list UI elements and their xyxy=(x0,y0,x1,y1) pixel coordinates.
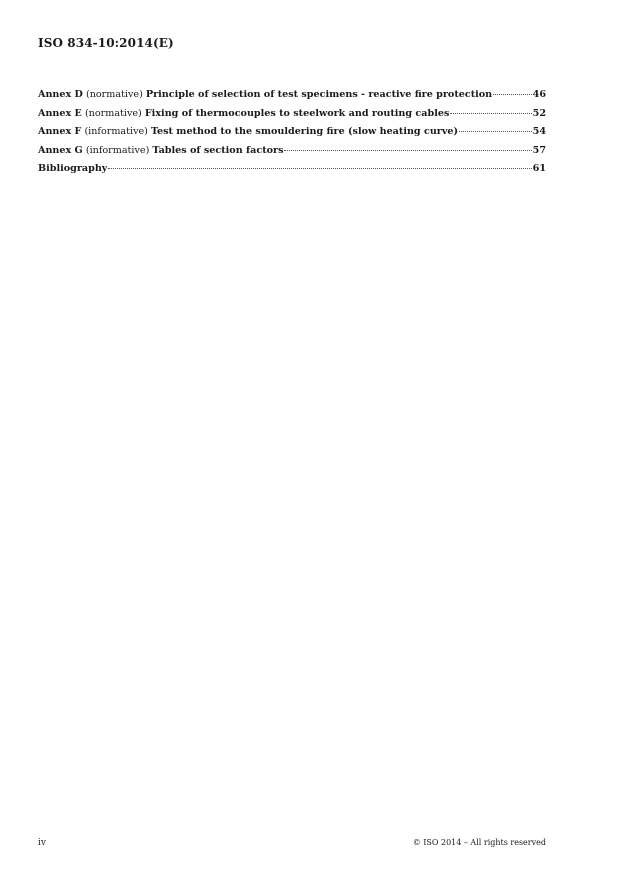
toc-dot-leader xyxy=(284,150,531,151)
toc-entry-title: Tables of section factors xyxy=(152,144,284,156)
toc-entry-text xyxy=(38,160,107,179)
toc-page-number: 57 xyxy=(532,144,546,156)
document-id-header: ISO 834-10:2014(E) xyxy=(38,36,174,50)
toc-annex-type: (normative) xyxy=(85,89,143,100)
toc-dot-leader xyxy=(459,131,532,132)
toc-annex-label: Annex D xyxy=(38,89,83,100)
toc-page-number: 46 xyxy=(532,89,546,100)
toc-dot-leader xyxy=(493,94,531,95)
toc-entry-text xyxy=(38,142,283,161)
toc-dot-leader xyxy=(108,168,531,169)
toc-entry-bibliography[interactable] xyxy=(38,160,546,179)
toc-page-number: 61 xyxy=(532,163,546,174)
toc-entry-text xyxy=(38,86,492,105)
toc-entry-title: Test method to the smouldering fire (slow heating curve) xyxy=(150,126,459,137)
toc-annex-label: Annex E xyxy=(38,107,82,119)
toc-entry-title: Principle of selection of test specimens - reactive fire protection xyxy=(145,89,493,100)
table-of-contents xyxy=(38,86,546,179)
toc-entry-title: Bibliography xyxy=(38,163,108,174)
toc-page-number: 52 xyxy=(532,107,546,119)
toc-annex-type: (normative) xyxy=(84,107,142,119)
toc-entry-text xyxy=(38,123,458,142)
toc-annex-type: (informative) xyxy=(84,126,148,137)
toc-entry-annex-f[interactable] xyxy=(38,123,546,142)
toc-entry-annex-g[interactable] xyxy=(38,142,546,161)
page-footer xyxy=(38,838,546,848)
footer-copyright: © ISO 2014 – All rights reserved xyxy=(412,838,546,847)
toc-entry-title: Fixing of thermocouples to steelwork and routing cables xyxy=(144,107,450,119)
toc-annex-label: Annex F xyxy=(38,126,82,137)
toc-annex-label: Annex G xyxy=(38,144,83,156)
toc-annex-type: (informative) xyxy=(85,144,150,156)
toc-entry-annex-e[interactable] xyxy=(38,105,546,124)
toc-page-number: 54 xyxy=(532,126,546,137)
footer-page-number: iv xyxy=(38,838,46,848)
toc-dot-leader xyxy=(450,113,531,114)
toc-entry-annex-d[interactable] xyxy=(38,86,546,105)
toc-entry-text xyxy=(38,105,449,124)
